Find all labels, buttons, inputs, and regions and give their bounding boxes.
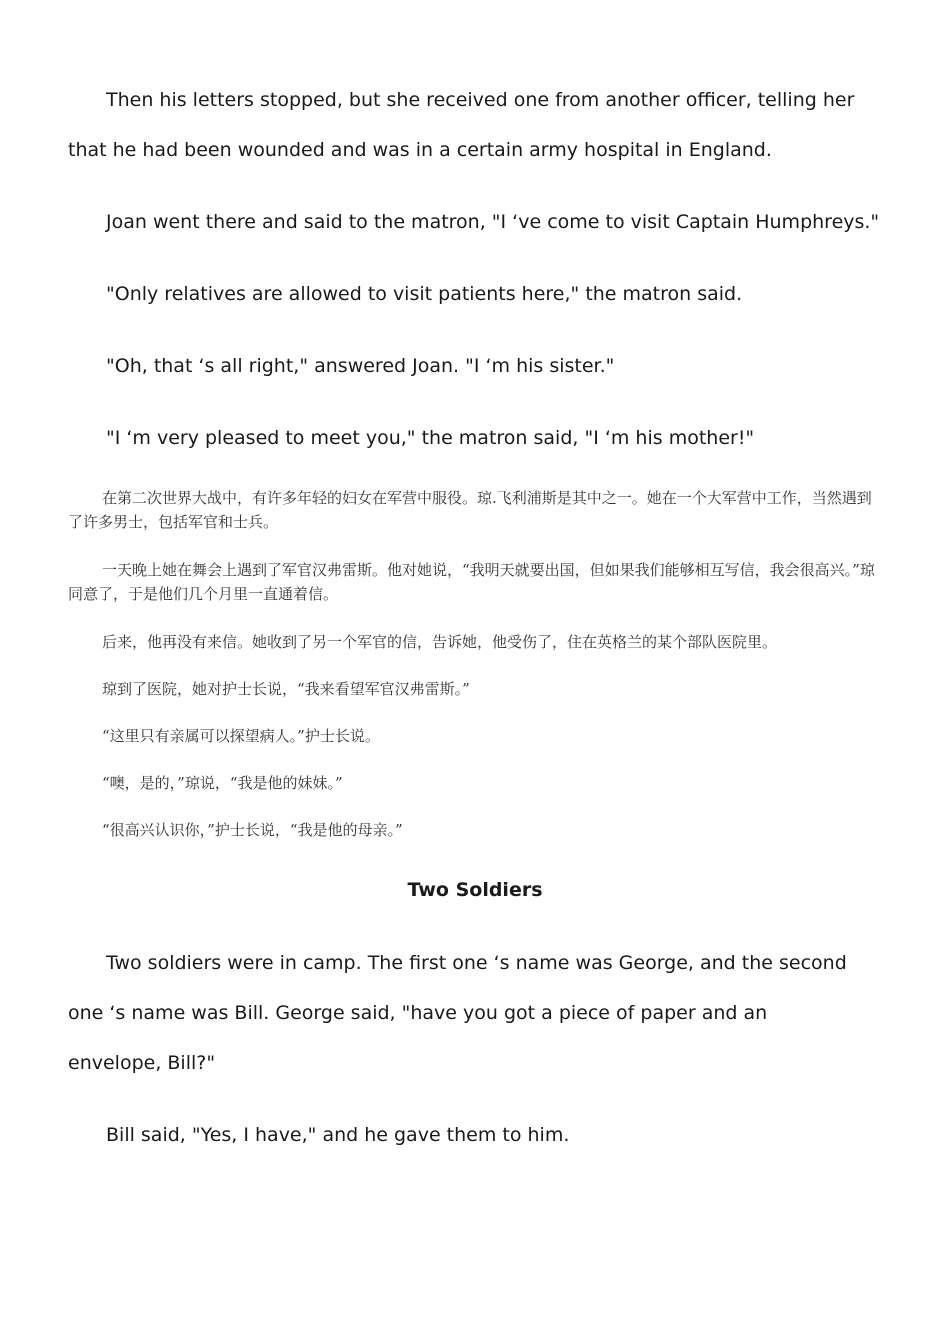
- translation-paragraph-7: “很高兴认识你，”护士长说，“我是他的母亲。”: [102, 821, 403, 839]
- story-paragraph-3: "Only relatives are allowed to visit patients here," the matron said.: [106, 283, 743, 305]
- section-title: Two Soldiers: [407, 879, 543, 901]
- translation-paragraph-5: “这里只有亲属可以探望病人。”护士长说。: [102, 727, 380, 745]
- translation-paragraph-6: “噢，是的，”琼说，“我是他的妹妹。”: [102, 774, 343, 792]
- story-paragraph-2: Joan went there and said to the matron, "I ‘ve come to visit Captain Humphreys.": [106, 211, 880, 233]
- next-story-paragraph-1: Two soldiers were in camp. The first one ‘s name was George, and the second one ‘s name was Bill. George said, "have you got a piece of paper and an envelope, Bill?": [68, 952, 847, 1074]
- story-paragraph-4: "Oh, that ‘s all right," answered Joan. "I ‘m his sister.": [106, 355, 615, 377]
- story-paragraph-1: Then his letters stopped, but she received one from another officer, telling her that he had been wounded and was in a certain army hospital in England.: [68, 89, 855, 161]
- next-story-paragraph-2: Bill said, "Yes, I have," and he gave them to him.: [106, 1124, 570, 1146]
- story-paragraph-5: "I ‘m very pleased to meet you," the matron said, "I ‘m his mother!": [106, 427, 755, 449]
- translation-paragraph-2: 一天晚上她在舞会上遇到了军官汉弗雷斯。他对她说，“我明天就要出国，但如果我们能够相互写信，我会很高兴。”琼同意了，于是他们几个月里一直通着信。: [68, 561, 875, 603]
- translation-paragraph-3: 后来，他再没有来信。她收到了另一个军官的信，告诉她，他受伤了，住在英格兰的某个部队医院里。: [102, 633, 778, 651]
- translation-paragraph-1: 在第二次世界大战中，有许多年轻的妇女在军营中服役。琼.飞利浦斯是其中之一。她在一个大军营中工作，当然遇到了许多男士，包括军官和士兵。: [68, 489, 872, 531]
- translation-paragraph-4: 琼到了医院，她对护士长说，“我来看望军官汉弗雷斯。”: [102, 680, 470, 698]
